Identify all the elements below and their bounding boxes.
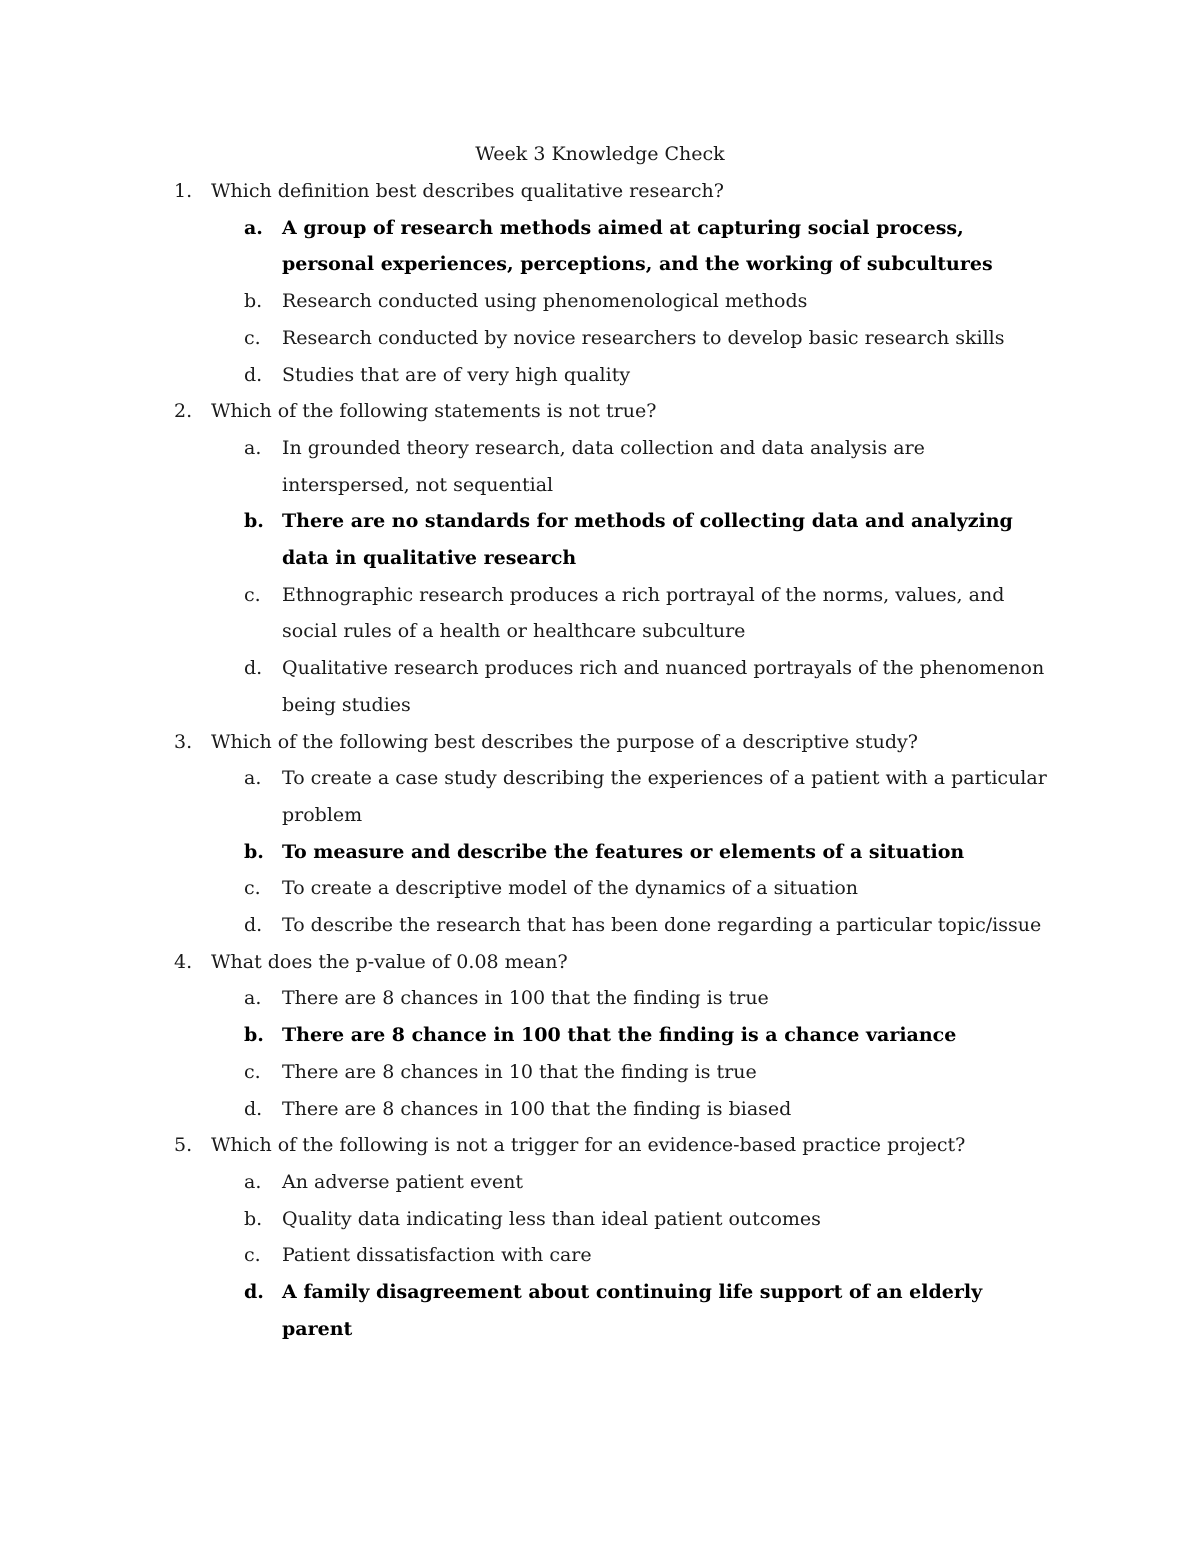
question-number: 4. xyxy=(174,950,193,973)
option-text: In grounded theory research, data collection and data analysis are interspersed, not sequential xyxy=(282,436,925,496)
question-number: 2. xyxy=(174,400,193,423)
option-letter: c. xyxy=(244,326,261,349)
option-letter: a. xyxy=(244,436,262,459)
answer-option xyxy=(0,1054,1057,1091)
option-list xyxy=(0,980,1200,1127)
option-letter: a. xyxy=(244,1170,262,1193)
option-text: An adverse patient event xyxy=(282,1170,524,1193)
answer-option xyxy=(0,907,1057,944)
question-text: Which of the following best describes the purpose of a descriptive study? xyxy=(211,730,918,753)
answer-option xyxy=(0,577,1057,650)
question-number: 1. xyxy=(174,180,193,202)
option-letter: d. xyxy=(244,1281,264,1304)
option-text: Studies that are of very high quality xyxy=(282,363,631,386)
option-letter: b. xyxy=(244,1207,263,1230)
option-text: There are 8 chances in 100 that the finding is true xyxy=(282,987,769,1010)
answer-option xyxy=(0,320,1057,357)
option-text: A family disagreement about continuing life support of an elderly parent xyxy=(282,1281,983,1340)
option-letter: d. xyxy=(244,363,263,386)
option-letter: b. xyxy=(244,840,264,863)
answer-option xyxy=(0,870,1057,907)
answer-option xyxy=(0,283,1057,320)
option-list xyxy=(0,430,1200,724)
option-text: There are no standards for methods of collecting data and analyzing data in qualitative research xyxy=(282,510,1013,570)
option-letter: b. xyxy=(244,290,263,313)
option-letter: b. xyxy=(244,510,264,533)
answer-option xyxy=(0,357,1057,394)
answer-option xyxy=(0,980,1057,1017)
option-text: There are 8 chances in 100 that the finding is biased xyxy=(282,1097,792,1120)
question-text: Which of the following statements is not true? xyxy=(211,400,657,423)
option-letter: a. xyxy=(244,767,262,790)
correct-answer-option xyxy=(0,503,1057,576)
question-text: Which definition best describes qualitative research? xyxy=(211,180,724,202)
option-text: Qualitative research produces rich and nuanced portrayals of the phenomenon being studies xyxy=(282,657,1045,716)
option-text: To create a case study describing the experiences of a patient with a particular problem xyxy=(282,767,1047,826)
page-title: Week 3 Knowledge Check xyxy=(475,143,725,165)
option-letter: a. xyxy=(244,987,262,1010)
answer-option xyxy=(0,1201,1057,1238)
question-row xyxy=(0,724,1071,761)
option-letter: d. xyxy=(244,1097,263,1120)
option-text: To measure and describe the features or elements of a situation xyxy=(282,840,965,863)
option-letter: d. xyxy=(244,657,263,680)
question-item xyxy=(0,173,1200,393)
answer-option xyxy=(0,430,1057,503)
question-item xyxy=(0,393,1200,723)
option-letter: c. xyxy=(244,877,261,900)
option-letter: b. xyxy=(244,1024,264,1047)
correct-answer-option xyxy=(0,210,1057,283)
question-item xyxy=(0,724,1200,944)
correct-answer-option xyxy=(0,1017,1057,1054)
question-row xyxy=(0,1127,1071,1164)
option-text: Research conducted by novice researchers to develop basic research skills xyxy=(282,326,1005,349)
question-item xyxy=(0,1127,1200,1347)
correct-answer-option xyxy=(0,834,1057,871)
option-text: There are 8 chance in 100 that the finding is a chance variance xyxy=(282,1024,957,1047)
option-letter: d. xyxy=(244,914,263,937)
option-text: There are 8 chances in 10 that the finding is true xyxy=(282,1060,757,1083)
option-text: To create a descriptive model of the dynamics of a situation xyxy=(282,877,859,900)
option-text: Quality data indicating less than ideal patient outcomes xyxy=(282,1207,821,1230)
option-letter: c. xyxy=(244,1060,261,1083)
answer-option xyxy=(0,1091,1057,1128)
answer-option xyxy=(0,650,1057,723)
option-letter: c. xyxy=(244,1244,261,1267)
question-number: 3. xyxy=(174,730,193,753)
answer-option xyxy=(0,760,1057,833)
option-text: Patient dissatisfaction with care xyxy=(282,1244,592,1267)
option-text: Ethnographic research produces a rich portrayal of the norms, values, and social rules of a health or healthcare subculture xyxy=(282,583,1005,643)
option-list xyxy=(0,760,1200,944)
answer-option xyxy=(0,1237,1057,1274)
answer-option xyxy=(0,1164,1057,1201)
question-row xyxy=(0,944,1071,981)
option-letter: c. xyxy=(244,583,261,606)
option-text: To describe the research that has been done regarding a particular topic/issue xyxy=(282,914,1042,937)
question-list xyxy=(0,173,1200,1348)
option-list xyxy=(0,1164,1200,1348)
question-item xyxy=(0,944,1200,1128)
option-letter: a. xyxy=(244,216,263,239)
correct-answer-option xyxy=(0,1274,1057,1347)
question-text: What does the p-value of 0.08 mean? xyxy=(211,950,568,973)
option-text: Research conducted using phenomenological methods xyxy=(282,290,808,313)
question-text: Which of the following is not a trigger for an evidence-based practice project? xyxy=(211,1134,966,1157)
option-list xyxy=(0,210,1200,394)
question-row xyxy=(0,393,1071,430)
question-number: 5. xyxy=(174,1134,193,1157)
question-row xyxy=(0,173,1071,210)
option-text: A group of research methods aimed at capturing social process, personal experiences, perceptions, and the working of subcultures xyxy=(282,216,993,276)
